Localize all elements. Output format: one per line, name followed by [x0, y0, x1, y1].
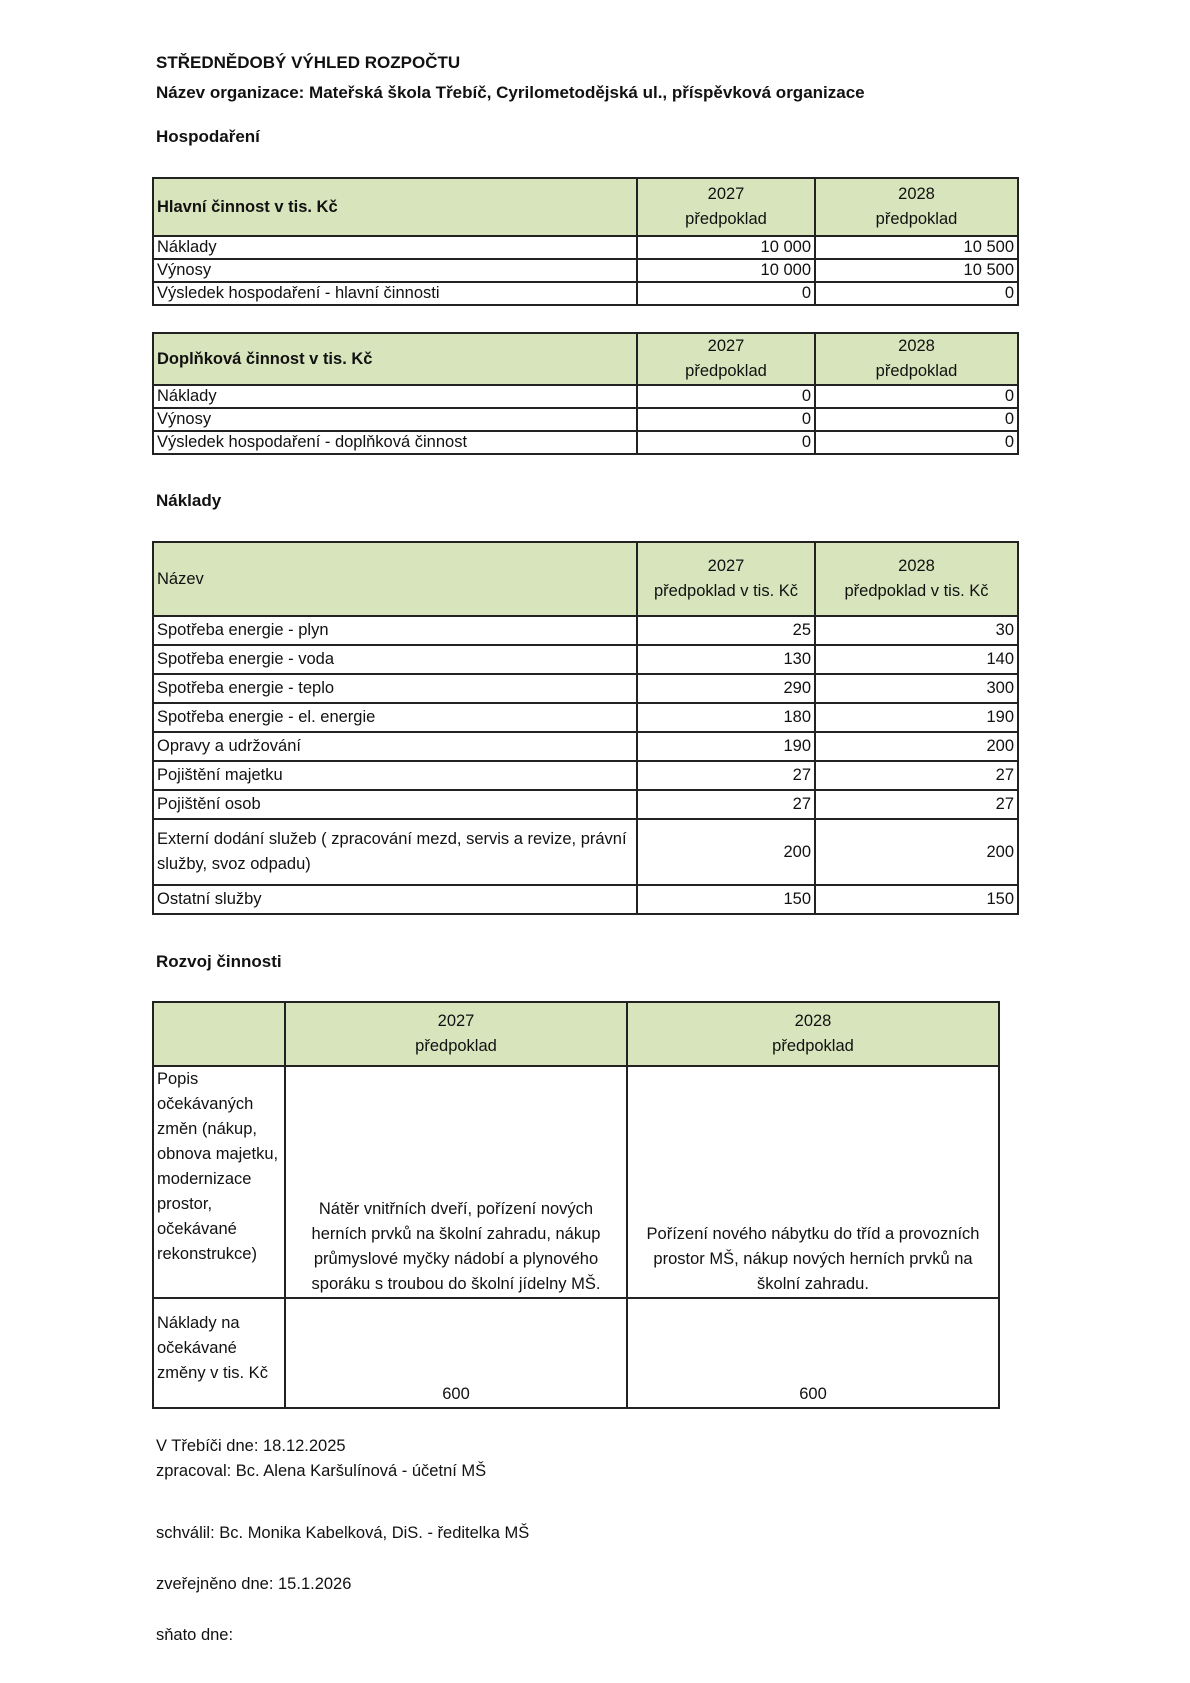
development-table [152, 1001, 1000, 1409]
header-year: 2027 [707, 557, 745, 575]
header-subtitle: předpoklad [415, 1037, 497, 1055]
costs-table [152, 541, 1019, 915]
value-2028: 0 [815, 282, 1018, 305]
value-2027: 10 000 [637, 236, 815, 259]
table-row-costs [153, 1298, 999, 1408]
value-2027: 0 [637, 282, 815, 305]
row-label: Výnosy [153, 408, 637, 431]
header-2028 [627, 1002, 999, 1066]
value-2027: 290 [637, 674, 815, 703]
table-row [153, 790, 1018, 819]
header-2028 [815, 178, 1018, 236]
value-2028: 0 [815, 385, 1018, 408]
prepared-by: zpracoval: Bc. Alena Karšulínová - účetní MŠ [156, 1462, 487, 1480]
section-heading-naklady: Náklady [156, 491, 222, 510]
section-heading-rozvoj: Rozvoj činnosti [156, 952, 282, 971]
table-row [153, 385, 1018, 408]
row-label: Spotřeba energie - plyn [153, 616, 637, 645]
row-label: Spotřeba energie - el. energie [153, 703, 637, 732]
row-label: Pojištění osob [153, 790, 637, 819]
header-subtitle: předpoklad [875, 362, 958, 380]
value-2028: 0 [815, 408, 1018, 431]
header-year: 2028 [794, 1012, 832, 1030]
header-year: 2028 [898, 337, 935, 355]
header-2027 [285, 1002, 627, 1066]
value-2028: 300 [815, 674, 1018, 703]
table-row [153, 259, 1018, 282]
value-2027: 27 [637, 761, 815, 790]
supplementary-activity-table [152, 332, 1019, 455]
table-row [153, 645, 1018, 674]
table-row [153, 732, 1018, 761]
row-label: Opravy a udržování [153, 732, 637, 761]
description-2028: Pořízení nového nábytku do tříd a provozních prostor MŠ, nákup nových herních prvků na školní zahradu. [627, 1066, 999, 1298]
cost-2028: 600 [627, 1298, 999, 1408]
table-header-row [153, 178, 1018, 236]
table-row [153, 282, 1018, 305]
table-row [153, 408, 1018, 431]
table-row [153, 885, 1018, 914]
row-label: Výsledek hospodaření - doplňková činnost [153, 431, 637, 454]
description-2027: Nátěr vnitřních dveří, pořízení nových herních prvků na školní zahradu, nákup průmyslové myčky nádobí a plynového sporáku s troubou do školní jídelny MŠ. [285, 1066, 627, 1298]
value-2028: 30 [815, 616, 1018, 645]
approved-by: schválil: Bc. Monika Kabelková, DiS. - ředitelka MŠ [156, 1524, 530, 1542]
value-2027: 130 [637, 645, 815, 674]
header-year: 2027 [707, 337, 745, 355]
value-2027: 25 [637, 616, 815, 645]
table-row-description [153, 1066, 999, 1298]
value-2028: 10 500 [815, 236, 1018, 259]
table-row [153, 761, 1018, 790]
value-2028: 190 [815, 703, 1018, 732]
header-subtitle: předpoklad [875, 210, 958, 228]
header-2028 [815, 333, 1018, 385]
published-date: zveřejněno dne: 15.1.2026 [156, 1575, 352, 1593]
value-2028: 200 [815, 732, 1018, 761]
header-2028 [815, 542, 1018, 616]
value-2027: 0 [637, 431, 815, 454]
value-2027: 200 [637, 819, 815, 885]
value-2027: 190 [637, 732, 815, 761]
main-activity-table [152, 177, 1019, 306]
header-year: 2028 [898, 185, 935, 203]
value-2028: 27 [815, 761, 1018, 790]
header-2027 [637, 333, 815, 385]
row-label: Popis očekávaných změn (nákup, obnova majetku, modernizace prostor, očekávané rekonstrukce) [153, 1066, 285, 1298]
header-subtitle: předpoklad [685, 362, 767, 380]
header-year: 2027 [437, 1012, 475, 1030]
table-row [153, 703, 1018, 732]
row-label: Ostatní služby [153, 885, 637, 914]
row-label: Náklady [153, 236, 637, 259]
value-2028: 27 [815, 790, 1018, 819]
row-label: Spotřeba energie - teplo [153, 674, 637, 703]
value-2028: 0 [815, 431, 1018, 454]
value-2027: 0 [637, 408, 815, 431]
value-2028: 10 500 [815, 259, 1018, 282]
header-subtitle: předpoklad [685, 210, 767, 228]
value-2027: 10 000 [637, 259, 815, 282]
table-row [153, 236, 1018, 259]
header-subtitle: předpoklad [772, 1037, 854, 1055]
row-label: Externí dodání služeb ( zpracování mezd, servis a revize, právní služby, svoz odpadu) [153, 819, 637, 885]
header-subtitle: předpoklad v tis. Kč [654, 582, 798, 600]
table-header-row [153, 333, 1018, 385]
row-label: Výsledek hospodaření - hlavní činnosti [153, 282, 637, 305]
header-label: Doplňková činnost v tis. Kč [153, 333, 637, 385]
row-label: Spotřeba energie - voda [153, 645, 637, 674]
removed-date: sňato dne: [156, 1626, 234, 1644]
organization-name: Název organizace: Mateřská škola Třebíč, Cyrilometodějská ul., příspěvková organizace [156, 83, 865, 102]
value-2028: 200 [815, 819, 1018, 885]
value-2028: 140 [815, 645, 1018, 674]
cost-2027: 600 [285, 1298, 627, 1408]
value-2027: 0 [637, 385, 815, 408]
header-label: Hlavní činnost v tis. Kč [153, 178, 637, 236]
place-date: V Třebíči dne: 18.12.2025 [156, 1437, 346, 1455]
row-label: Náklady [153, 385, 637, 408]
value-2027: 180 [637, 703, 815, 732]
row-label: Výnosy [153, 259, 637, 282]
row-label: Pojištění majetku [153, 761, 637, 790]
table-row [153, 431, 1018, 454]
value-2027: 27 [637, 790, 815, 819]
header-year: 2028 [898, 557, 935, 575]
table-row [153, 674, 1018, 703]
header-subtitle: předpoklad v tis. Kč [844, 582, 989, 600]
table-row [153, 616, 1018, 645]
header-label: Název [153, 542, 637, 616]
value-2028: 150 [815, 885, 1018, 914]
value-2027: 150 [637, 885, 815, 914]
table-header-row [153, 542, 1018, 616]
header-2027 [637, 542, 815, 616]
table-row [153, 819, 1018, 885]
header-empty [153, 1002, 285, 1066]
table-header-row [153, 1002, 999, 1066]
section-heading-hospodareni: Hospodaření [156, 127, 260, 146]
row-label: Náklady na očekávané změny v tis. Kč [153, 1298, 285, 1408]
header-2027 [637, 178, 815, 236]
document-title: STŘEDNĚDOBÝ VÝHLED ROZPOČTU [156, 53, 461, 72]
header-year: 2027 [707, 185, 745, 203]
